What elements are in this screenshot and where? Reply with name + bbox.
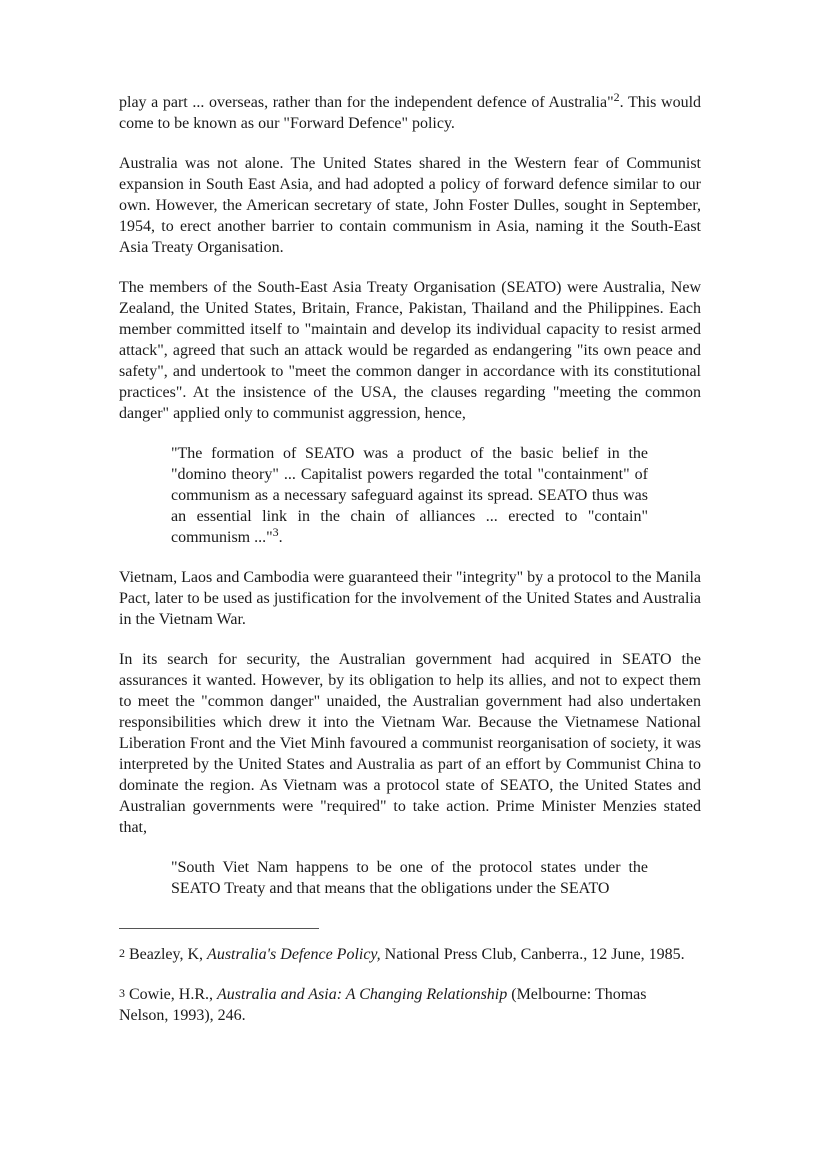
footnote-ref-3: 3 (272, 525, 279, 539)
paragraph-5: In its search for security, the Australian government had acquired in SEATO the assurances it wanted. However, by its obligation to help its allies, and not to expect them to meet the "common danger" unaided, the Australian government had also undertaken responsibilities which drew it into the Vietnam War. Because the Vietnamese National Liberation Front and the Viet Minh favoured a communist reorganisation of society, it was interpreted by the United States and Australia as part of an effort by Communist China to dominate the region. As Vietnam was a protocol state of SEATO, the United States and Australian governments were "required" to take action. Prime Minister Menzies stated that, (119, 651, 701, 836)
paragraph-2: Australia was not alone. The United States shared in the Western fear of Communist expansion in South East Asia, and had adopted a policy of forward defence similar to our own. However, the American secretary of state, John Foster Dulles, sought in September, 1954, to erect another barrier to contain communism in Asia, naming it the South-East Asia Treaty Organisation. (119, 155, 701, 256)
block-quote-2: "South Viet Nam happens to be one of the protocol states under the SEATO Treaty and that means that the obligations under the SEATO (171, 859, 648, 897)
paragraph-4: Vietnam, Laos and Cambodia were guaranteed their "integrity" by a protocol to the Manila Pact, later to be used as justification for the involvement of the United States and Australia in the Vietnam War. (119, 569, 701, 628)
footnote-divider (119, 928, 319, 929)
paragraph-3: The members of the South-East Asia Treaty Organisation (SEATO) were Australia, New Zealand, the United States, Britain, France, Pakistan, Thailand and the Philippines. Each member committed itself to "maintain and develop its individual capacity to resist armed attack", agreed that such an attack would be regarded as endangering "its own peace and safety", and undertook to "meet the common danger in accordance with its constitutional practices". At the insistence of the USA, the clauses regarding "meeting the common danger" applied only to communist aggression, hence, (119, 279, 701, 422)
footnote-3: $^3$ Cowie, H.R., Australia and Asia: A Changing Relationship (Melbourne: Thomas Nelson, 1993), 246. (119, 986, 647, 1024)
footnote-ref-2: 2 (613, 90, 620, 104)
footnote-2: $^2$ Beazley, K, Australia's Defence Policy, National Press Club, Canberra., 12 June, 1985. (119, 946, 685, 963)
footnotes (119, 944, 689, 1045)
paragraph-1: play a part ... overseas, rather than for the independent defence of Australia"$^2$. This would come to be known as our "Forward Defence" policy. (119, 90, 702, 132)
block-quote-1: "The formation of SEATO was a product of the basic belief in the "domino theory" ... Capitalist powers regarded the total "containment" of communism as a necessary safeguard against its spread. SEATO thus was an essential link in the chain of alliances ... erected to "contain" communism ..."$^3$. (171, 445, 648, 546)
page-body (119, 92, 701, 899)
